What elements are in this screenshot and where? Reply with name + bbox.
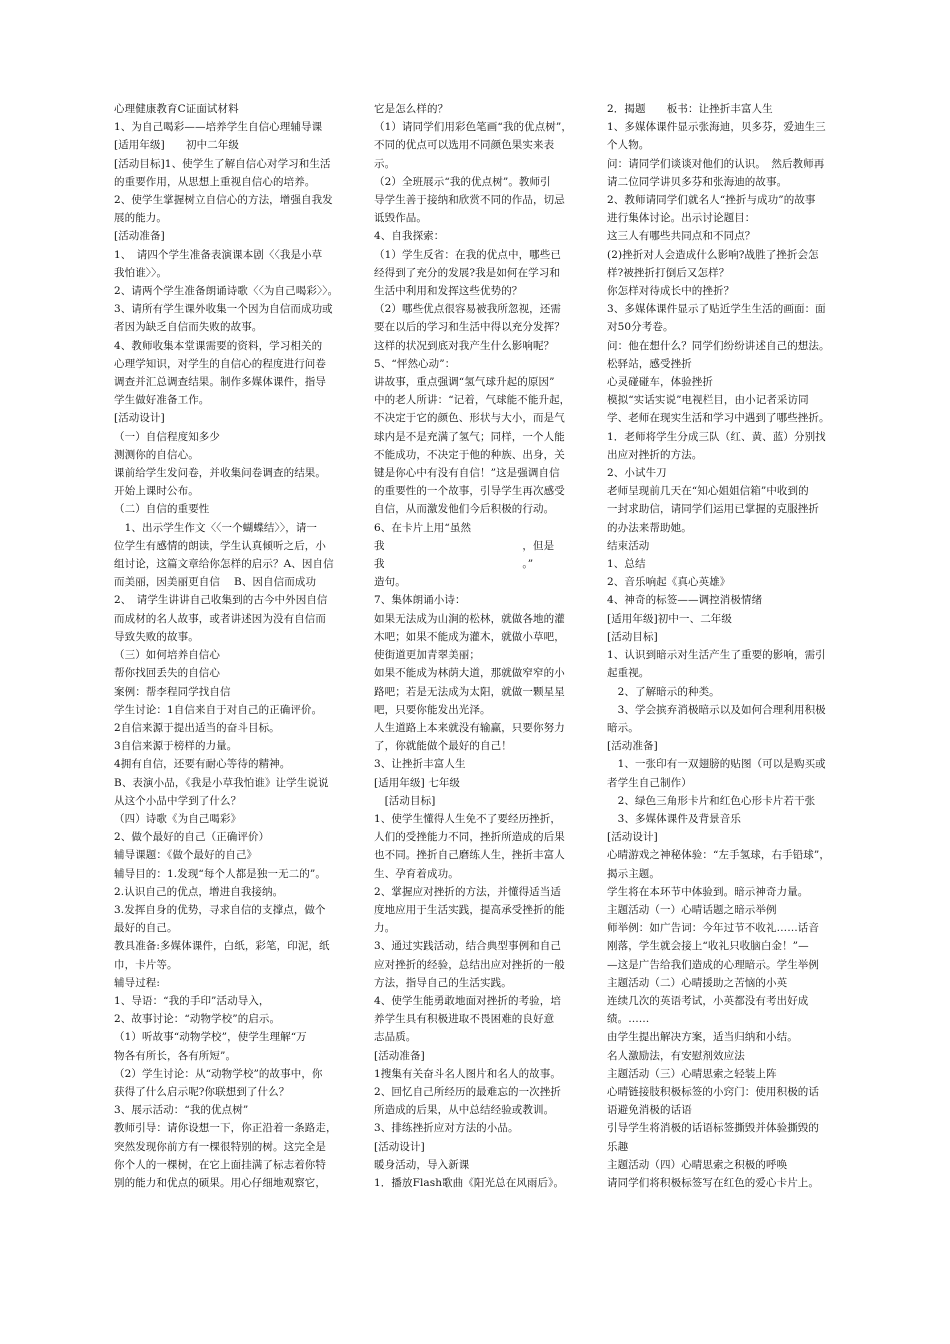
text-line: 问：请同学们谈谈对他们的认识。 然后教师再 — [607, 157, 825, 170]
text-line: [活动准备] — [374, 1049, 425, 1062]
text-line: —这是广告给我们造成的心理暗示。学生举例 — [607, 958, 819, 971]
text-line: 2、音乐响起《真心英雄》 — [607, 576, 731, 589]
text-line: 1、出示学生作文〈〈一个蝴蝶结〉〉，请一 — [114, 521, 318, 534]
text-line: （2）学生讨论：从“动物学校”的故事中，你 — [114, 1067, 323, 1080]
text-line: 心晴链接肢积极标签的小窍门：使用积极的话 — [607, 1085, 819, 1098]
text-line: 生活中利用和发挥这些优势的？ — [374, 285, 523, 298]
text-line: 心理学知识，对学生的自信心的程度进行问卷 — [114, 357, 326, 370]
text-line: 3、让挫折丰富人生 — [374, 758, 466, 771]
text-line: [适用年级]初中一、二年级 — [607, 612, 732, 625]
text-line: 2、 请学生讲讲自己收集到的古今中外因自信 — [114, 594, 328, 607]
text-line: （1）请同学们用彩色笔画“我的优点树”， — [374, 121, 572, 134]
text-line: [适用年级] 七年级 — [374, 776, 461, 789]
text-line: 3、学会摈弃消极暗示以及如何合理利用积极 — [607, 703, 826, 716]
text-line: 我 。” — [374, 558, 534, 571]
text-line: 获得了什么启示呢?你联想到了什么？ — [114, 1085, 290, 1098]
text-line: 别的能力和优点的硕果。用心仔细地观察它， — [114, 1176, 326, 1189]
text-line: （1）听故事“动物学校”，使学生理解“万 — [114, 1031, 307, 1044]
text-line: 示。 — [374, 157, 396, 170]
text-line: 1．老师将学生分成三队（红、黄、蓝）分别找 — [607, 430, 826, 443]
text-line: 不决定于它的颜色、形状与大小，而是气 — [374, 412, 565, 425]
text-line: 木吧；如果不能成为灌木，就做小草吧， — [374, 630, 565, 643]
text-line: 主题活动（三）心晴思索之轻装上阵 — [607, 1067, 777, 1080]
text-line: 你个人的一棵树，在它上面挂满了标志着你特 — [114, 1158, 326, 1171]
text-line: 1、一张印有一双翅膀的贴图（可以是购买或 — [607, 758, 826, 771]
text-line: （2）哪些优点很容易被我所忽视，还需 — [374, 303, 561, 316]
text-line: [活动设计] — [114, 412, 165, 425]
text-line: 辅导目的：1.发现“每个人都是独一无二的”。 — [114, 867, 326, 880]
text-line: 1搜集有关奋斗名人图片和名人的故事。 — [374, 1067, 561, 1080]
text-line: 2、请两个学生准备朗诵诗歌〈〈为自己喝彩〉〉。 — [114, 285, 339, 298]
text-line: 2、了解暗示的种类。 — [607, 685, 720, 698]
text-line: 巾，卡片等。 — [114, 958, 178, 971]
text-line: 2、教师请同学们就名人“挫折与成功”的故事 — [607, 194, 816, 207]
text-line: 你怎样对待成长中的挫折？ — [607, 285, 735, 298]
text-line: 3、多媒体课件及背景音乐 — [607, 812, 741, 825]
text-line: 暖身活动，导入新课 — [374, 1158, 470, 1171]
text-line: 物各有所长，各有所短”。 — [114, 1049, 237, 1062]
text-line: 3.发挥自身的优势，寻求自信的支撑点，做个 — [114, 903, 326, 916]
text-line: 揭示主题。 — [607, 867, 660, 880]
text-line: 松驿站，感受挫折 — [607, 357, 692, 370]
text-line: 师举例：如广告词：今年过节不收礼……话音 — [607, 922, 819, 935]
text-line: （一）自信程度知多少 — [114, 430, 220, 443]
text-line: （二）自信的重要性 — [114, 503, 210, 516]
text-line: 模拟“实话实说”电视栏目，由小记者采访同 — [607, 394, 809, 407]
text-line: 诋毁作品。 — [374, 212, 427, 225]
text-line: 方法，指导自己的生活实践。 — [374, 976, 512, 989]
text-line: 主题活动（二）心晴援助之苦恼的小英 — [607, 976, 788, 989]
text-line: 度地应用于生活实践，提高承受挫折的能 — [374, 903, 565, 916]
text-line: 键是你心中有没有自信！”这是强调自信 — [374, 467, 560, 480]
text-line: 调查并汇总调查结果。制作多媒体课件，指导 — [114, 376, 326, 389]
text-line: 学生做好准备工作。 — [114, 394, 210, 407]
text-line: 一封求助信，请同学们运用已掌握的克服挫折 — [607, 503, 819, 516]
text-line: 课前给学生发问卷，并收集问卷调查的结果。 — [114, 467, 326, 480]
text-line: 7、集体朗诵小诗： — [374, 594, 466, 607]
text-line: 2、回忆自己所经历的最难忘的一次挫折 — [374, 1085, 561, 1098]
text-line: （三）如何培养自信心 — [114, 649, 220, 662]
text-line: 2、掌握应对挫折的方法，并懂得适当适 — [374, 885, 561, 898]
text-line: 位学生有感情的朗读，学生认真倾听之后，小 — [114, 539, 326, 552]
text-line: 心理健康教育C证面试材料 — [114, 103, 239, 115]
text-line: 学、老师在现实生活和学习中遇到了哪些挫折。 — [607, 412, 830, 425]
text-line: 1、 请四个学生准备表演课本剧〈〈我是小草 — [114, 248, 323, 261]
text-line: 5、“怦然心动”： — [374, 357, 456, 370]
text-line: 而美丽，因美丽更自信 B、因自信而成功 — [114, 576, 317, 589]
text-line: 人们的受挫能力不同，挫折所造成的后果 — [374, 831, 565, 844]
text-line: 要在以后的学习和生活中得以充分发挥？ — [374, 321, 565, 334]
text-line: 2、故事讨论：“动物学校”的启示。 — [114, 1013, 281, 1026]
text-line: 不同的优点可以选用不同颜色果实来表 — [374, 139, 555, 152]
text-line: 1、为自己喝彩——培养学生自信心理辅导课 — [114, 121, 323, 134]
text-line: 3、排练挫折应对方法的小品。 — [374, 1122, 519, 1135]
text-line: 而成材的名人故事，或者讲述因为没有自信而 — [114, 612, 326, 625]
text-line: 绩。…… — [607, 1013, 650, 1026]
text-line: 的办法来帮助她。 — [607, 521, 692, 534]
text-line: 学生将在本环节中体验到。暗示神奇力量。 — [607, 885, 809, 898]
text-line: 样?被挫折打倒后又怎样？ — [607, 266, 730, 279]
text-line: 暗示。 — [607, 721, 639, 734]
text-line: 经得到了充分的发展?我是如何在学习和 — [374, 266, 560, 279]
text-line: 自信，从而激发他们今后积极的行动。 — [374, 503, 555, 516]
text-line: 请二位同学讲贝多芬和张海迪的故事。 — [607, 175, 788, 188]
text-line: 乐趣 — [607, 1140, 629, 1153]
text-line: 语避免消极的话语 — [607, 1104, 692, 1117]
text-line: 4、教师收集本堂课需要的资料，学习相关的 — [114, 339, 323, 352]
text-line: 4、使学生能勇敢地面对挫折的考验，培 — [374, 994, 561, 1007]
text-line: 不能成功，不决定于他的种族、出身，关 — [374, 448, 565, 461]
text-line: [活动准备] — [114, 230, 165, 243]
text-line: 6、在卡片上用“虽然 — [374, 521, 472, 534]
text-line: 老师呈现前几天在“知心姐姐信箱”中收到的 — [607, 485, 809, 498]
text-column-1 — [114, 100, 352, 1192]
text-line: 导致失败的故事。 — [114, 630, 199, 643]
text-line: 的重要作用，从思想上重视自信心的培养。 — [114, 175, 316, 188]
text-line: 组讨论，这篇文章给你怎样的启示？A、因自信 — [114, 558, 334, 571]
text-line: 结束活动 — [607, 539, 650, 552]
text-line: [活动目标] — [374, 794, 436, 807]
text-line: 帮你找回丢失的自信心 — [114, 667, 220, 680]
text-line: 它是怎么样的？ — [374, 103, 449, 115]
text-line: 3自信来源于榜样的力量。 — [114, 740, 238, 753]
text-line: 4、神奇的标签——调控消极情绪 — [607, 594, 763, 607]
text-line: 开始上课时公布。 — [114, 485, 199, 498]
text-line: 如果无法成为山涧的松林，就做各地的灌 — [374, 612, 565, 625]
text-line: 1、使学生懂得人生免不了要经历挫折， — [374, 812, 561, 825]
text-line: 4拥有自信，还要有耐心等待的精神。 — [114, 758, 291, 771]
text-line: 也不同。挫折自己磨练人生，挫折丰富人 — [374, 849, 565, 862]
text-line: 如果不能成为林荫大道，那就做窄窄的小 — [374, 667, 565, 680]
text-line: [活动目标] — [607, 630, 658, 643]
text-line: （1）学生反省：在我的优点中，哪些已 — [374, 248, 561, 261]
text-line: 引导学生将消极的话语标签撕毁并体验撕毁的 — [607, 1122, 819, 1135]
text-line: 由学生提出解决方案，适当归纳和小结。 — [607, 1031, 798, 1044]
text-line: 这三人有哪些共同点和不同点？ — [607, 230, 756, 243]
text-line: 2、小试牛刀 — [607, 467, 667, 480]
text-line: 者因为缺乏自信而失败的故事。 — [114, 321, 263, 334]
text-line: 3、请所有学生课外收集一个因为自信而成功或 — [114, 303, 333, 316]
text-line: 问：他在想什么？同学们纷纷讲述自己的想法。 — [607, 339, 830, 352]
text-line: 从这个小品中学到了什么？ — [114, 794, 242, 807]
text-line: [活动准备] — [607, 740, 658, 753]
text-line: 4、自我探索： — [374, 230, 445, 243]
text-line: 名人激励法，有安慰剂效应法 — [607, 1049, 745, 1062]
text-line: 我怕谁〉〉。 — [114, 266, 168, 279]
text-line: 养学生具有积极进取不畏困难的良好意 — [374, 1013, 555, 1026]
text-line: 所造成的后果，从中总结经验或教训。 — [374, 1104, 555, 1117]
text-line: 1．播放Flash歌曲《阳光总在风雨后》。 — [374, 1176, 565, 1189]
text-line: 的重要性的一个故事，引导学生再次感受 — [374, 485, 565, 498]
text-line: 了，你就能做个最好的自己！ — [374, 740, 512, 753]
text-line: 心灵碰碰车，体验挫折 — [607, 376, 713, 389]
text-line: 案例：帮李程同学找自信 — [114, 685, 231, 698]
text-line: 对50分考卷。 — [607, 321, 674, 334]
text-column-2 — [374, 100, 582, 1192]
text-line: [活动设计] — [374, 1140, 425, 1153]
text-line: 连续几次的英语考试，小英都没有考出好成 — [607, 994, 809, 1007]
text-line: 辅导课题：《做个最好的自己》 — [114, 849, 258, 862]
text-line: 个人物。 — [607, 139, 650, 152]
text-line: 人生道路上本来就没有输赢，只要你努力 — [374, 721, 565, 734]
text-line: 刚落，学生就会接上“收礼只收脑白金！”— — [607, 940, 809, 953]
text-line: 吧，只要你能发出光泽。 — [374, 703, 491, 716]
text-line: 进行集体讨论。出示讨论题目： — [607, 212, 756, 225]
text-line: 主题活动（四）心晴思索之积极的呼唤 — [607, 1158, 788, 1171]
text-line: [适用年级] 初中二年级 — [114, 139, 239, 152]
text-line: 中的老人所讲：“记着，气球能不能升起， — [374, 394, 571, 407]
text-line: 3、多媒体课件显示了贴近学生生活的画面：面 — [607, 303, 826, 316]
text-line: B、表演小品，《我是小草我怕谁》让学生说说 — [114, 776, 329, 789]
text-line: 2．揭题 板书：让挫折丰富人生 — [607, 103, 773, 115]
text-line: 起重视。 — [607, 667, 650, 680]
text-line: 球内是不是充满了氢气；同样，一个人能 — [374, 430, 565, 443]
text-line: 突然发现你前方有一棵很特别的树。这完全是 — [114, 1140, 326, 1153]
text-line: 3、通过实践活动，结合典型事例和自己 — [374, 940, 561, 953]
text-line: 心晴游戏之神秘体验：“左手氢球，右手铅球”， — [607, 849, 830, 862]
text-line: 我 ，但是 — [374, 539, 555, 552]
text-line: 者学生自己制作） — [607, 776, 692, 789]
text-line: 生、孕育着成功。 — [374, 867, 459, 880]
text-line: 测测你的自信心。 — [114, 448, 199, 461]
text-column-3 — [607, 100, 837, 1192]
text-line: （四）诗歌《为自己喝彩》 — [114, 812, 242, 825]
text-line: 2、绿色三角形卡片和红色心形卡片若干张 — [607, 794, 816, 807]
text-line: 1、导语：“我的手印”活动导入， — [114, 994, 270, 1007]
text-line: （2）全班展示“我的优点树”。教师引 — [374, 175, 551, 188]
text-line: 志品质。 — [374, 1031, 417, 1044]
text-line: 学生讨论：1自信来自于对自己的正确评价。 — [114, 703, 323, 716]
text-line: 3、展示活动：“我的优点树” — [114, 1104, 249, 1117]
text-line: 应对挫折的经验，总结出应对挫折的一般 — [374, 958, 565, 971]
text-line: 这样的状况到底对我产生什么影响呢？ — [374, 339, 555, 352]
text-line: 请同学们将积极标签写在红色的爱心卡片上。 — [607, 1176, 819, 1189]
text-line: 1、总结 — [607, 558, 646, 571]
text-line: 辅导过程: — [114, 976, 161, 989]
text-line: [活动目标]1、使学生了解自信心对学习和生活 — [114, 157, 331, 170]
text-line: 造句。 — [374, 576, 406, 589]
text-line: 导学生善于接纳和欣赏不同的作品，切忌 — [374, 194, 565, 207]
text-line: 讲故事，重点强调“氢气球升起的原因” — [374, 376, 555, 389]
text-line: 最好的自己。 — [114, 922, 178, 935]
text-line: 2、做个最好的自己（正确评价） — [114, 831, 270, 844]
text-line: (2)挫折对人会造成什么影响?战胜了挫折会怎 — [607, 248, 819, 261]
text-line: 路吧；若是无法成为太阳，就做一颗星星 — [374, 685, 565, 698]
text-line: 1、认识到暗示对生活产生了重要的影响，需引 — [607, 649, 826, 662]
text-line: 展的能力。 — [114, 212, 167, 225]
text-line: 使街道更加青翠美丽； — [374, 649, 480, 662]
text-line: 2、使学生掌握树立自信心的方法，增强自我发 — [114, 194, 333, 207]
text-line: 力。 — [374, 922, 396, 935]
text-line: [活动设计] — [607, 831, 658, 844]
text-line: 教具准备:多媒体课件，白纸，彩笔，印泥，纸 — [114, 940, 330, 953]
text-line: 出应对挫折的方法。 — [607, 448, 703, 461]
text-line: 2.认识自己的优点，增进自我接纳。 — [114, 885, 284, 898]
text-line: 1、多媒体课件显示张海迪，贝多芬，爱迪生三 — [607, 121, 826, 134]
text-line: 主题活动（一）心晴话题之暗示举例 — [607, 903, 777, 916]
text-line: 教师引导：请你设想一下，你正沿着一条路走， — [114, 1122, 337, 1135]
text-line: 2自信来源于提出适当的奋斗目标。 — [114, 721, 280, 734]
